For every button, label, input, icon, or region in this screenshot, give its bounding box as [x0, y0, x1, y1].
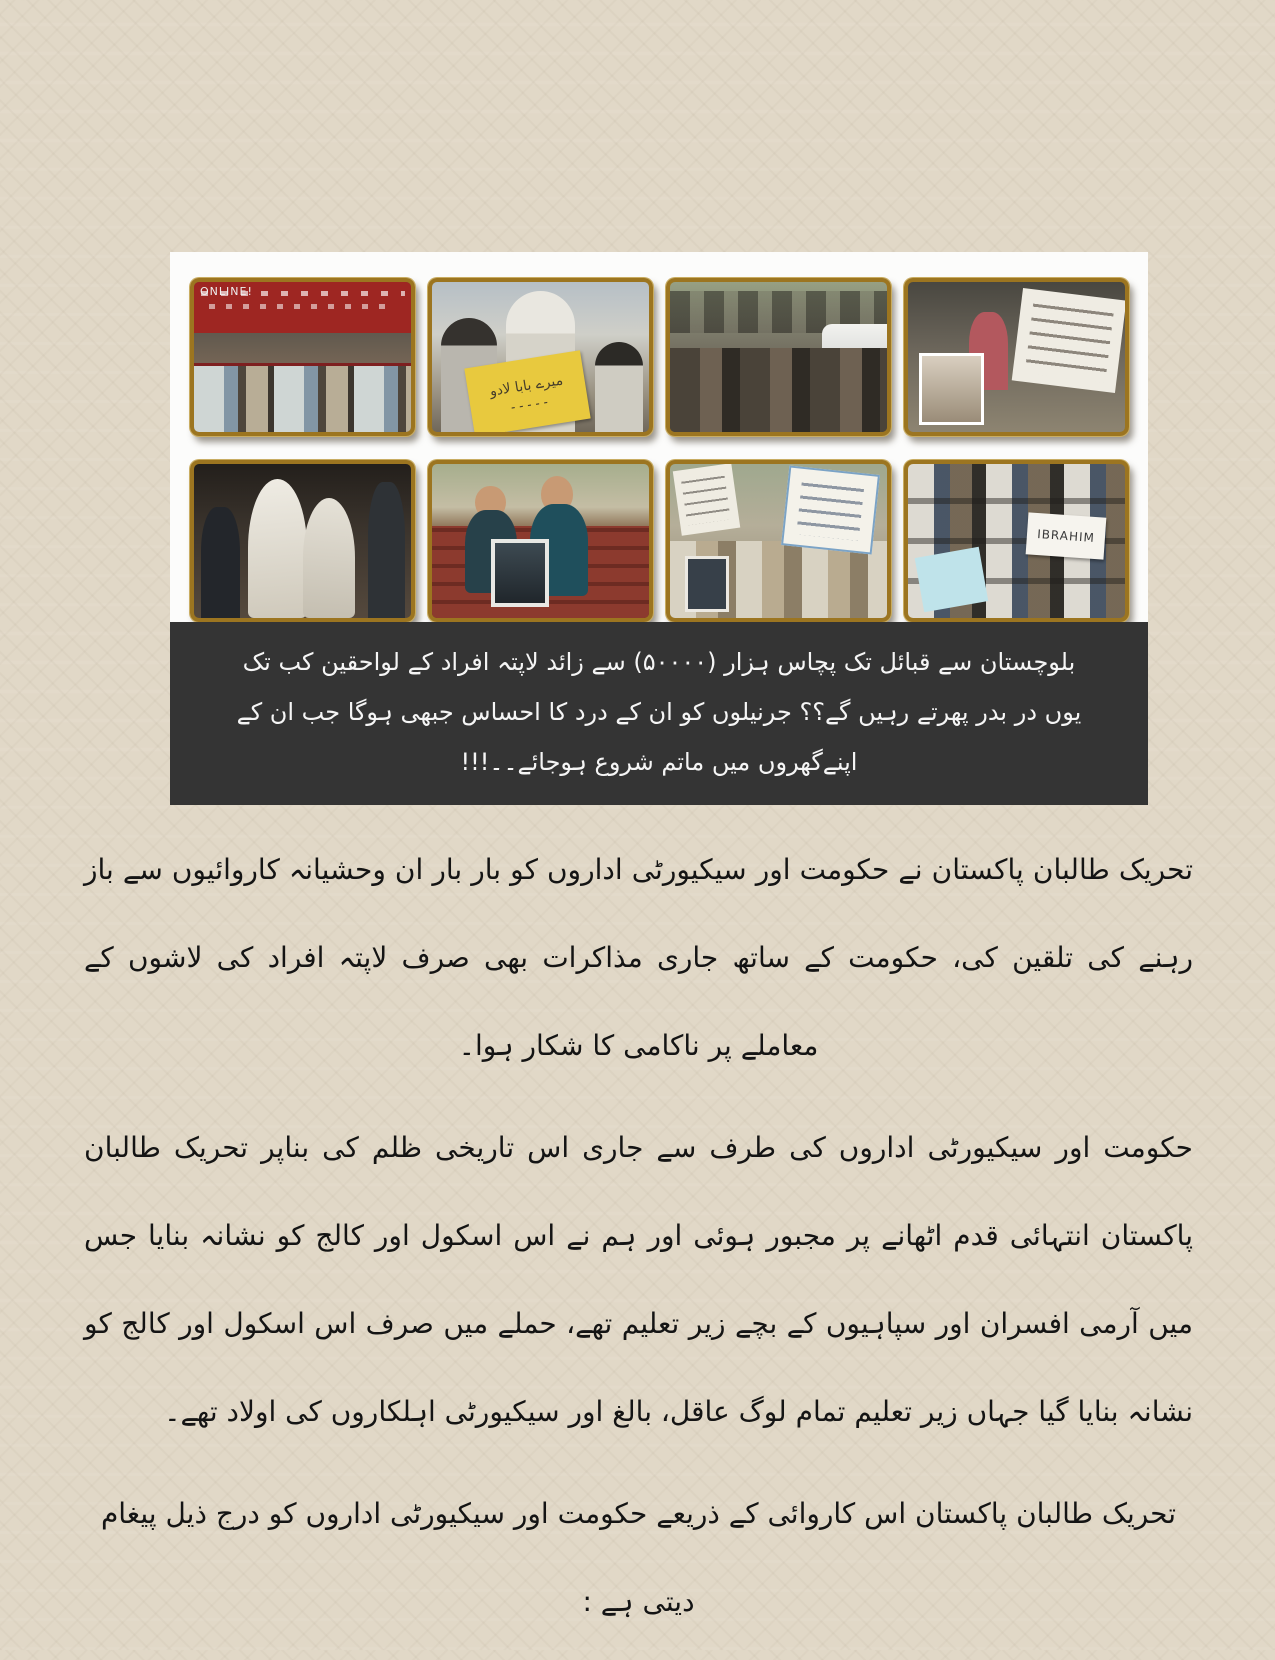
photo-women-placards: [666, 460, 891, 622]
portrait-card-shape: [919, 353, 984, 425]
body-text: [84, 826, 1193, 1660]
photo-children-placard: [428, 278, 653, 436]
officer-figure: [368, 482, 405, 618]
portrait-card-shape: [685, 556, 728, 611]
paragraph-warning: تحریک طالبان پاکستان نے حکومت اور سیکیورٹی اداروں کو بار بار ان وحشیانہ کاروائیوں سے باز رہنے کی تلقین کی، حکومت کے ساتھ جاری مذاکرات بھی صرف لاپتہ افراد کی لاشوں کے معاملے پر ناکامی کا شکار ہوا۔: [84, 853, 1193, 1062]
child-figure: [595, 342, 643, 432]
photo-street-arrest: [666, 278, 891, 436]
white-chador-figure: [303, 498, 355, 618]
framed-portraits-strip: [194, 363, 411, 432]
photo-portrait-wall: [904, 460, 1129, 622]
caption-box: [170, 622, 1148, 805]
blue-bordered-placard: [781, 466, 880, 555]
paragraph-justification: حکومت اور سیکیورٹی اداروں کی طرف سے جاری اس تاریخی ظلم کی بناپر تحریک طالبان پاکستان انتہائی قدم اٹھانے پر مجبور ہوئی اور ہم نے اس اسکول اور کالج کو نشانہ بنایا جس میں آرمی افسران اور سپاہیوں کے بچے زیر تعلیم تھے، حملے میں صرف اس اسکول اور کالج کو نشانہ بنایا گیا جہاں زیر تعلیم تمام لوگ عاقل، بالغ اور سیکیورٹی اہلکاروں کی اولاد تھے۔: [84, 1131, 1193, 1428]
ibrahim-card: IBRAHIM: [1026, 512, 1107, 559]
caption-line: اپنےگھروں میں ماتم شروع ہوجائے۔۔!!!: [460, 748, 858, 776]
yellow-placard: میرے بابا لادو ۔۔۔۔۔: [464, 350, 591, 436]
blue-paper-shape: [915, 547, 989, 613]
online-watermark: ONLINE!: [200, 285, 253, 298]
photo-grid: [170, 252, 1148, 622]
framed-photo-shape: [491, 539, 550, 607]
white-placard: [672, 463, 739, 535]
paragraph-message-intro: تحریک طالبان پاکستان اس کاروائی کے ذریعے حکومت اور سیکیورٹی اداروں کو درج ذیل پیغام دیتی ہے :: [100, 1497, 1177, 1618]
photo-banner-protest: [904, 278, 1129, 436]
caption-line: یوں در بدر پھرتے رہیں گے؟؟ جرنیلوں کو ان کے درد کا احساس جبھی ہوگا جب ان کے: [236, 698, 1082, 726]
photo-collage-panel: [170, 252, 1148, 622]
white-chador-figure: [248, 479, 307, 618]
photo-chador-women: [190, 460, 415, 622]
photo-kids-bench: [428, 460, 653, 622]
photo-protest-portraits: [190, 278, 415, 436]
figures-strip: [670, 348, 887, 432]
white-banner-shape: [1011, 288, 1126, 393]
caption-line: بلوچستان سے قبائل تک پچاس ہزار (۵۰۰۰۰) سے زائد لاپتہ افراد کے لواحقین کب تک: [242, 648, 1076, 676]
official-figure: [201, 507, 240, 618]
